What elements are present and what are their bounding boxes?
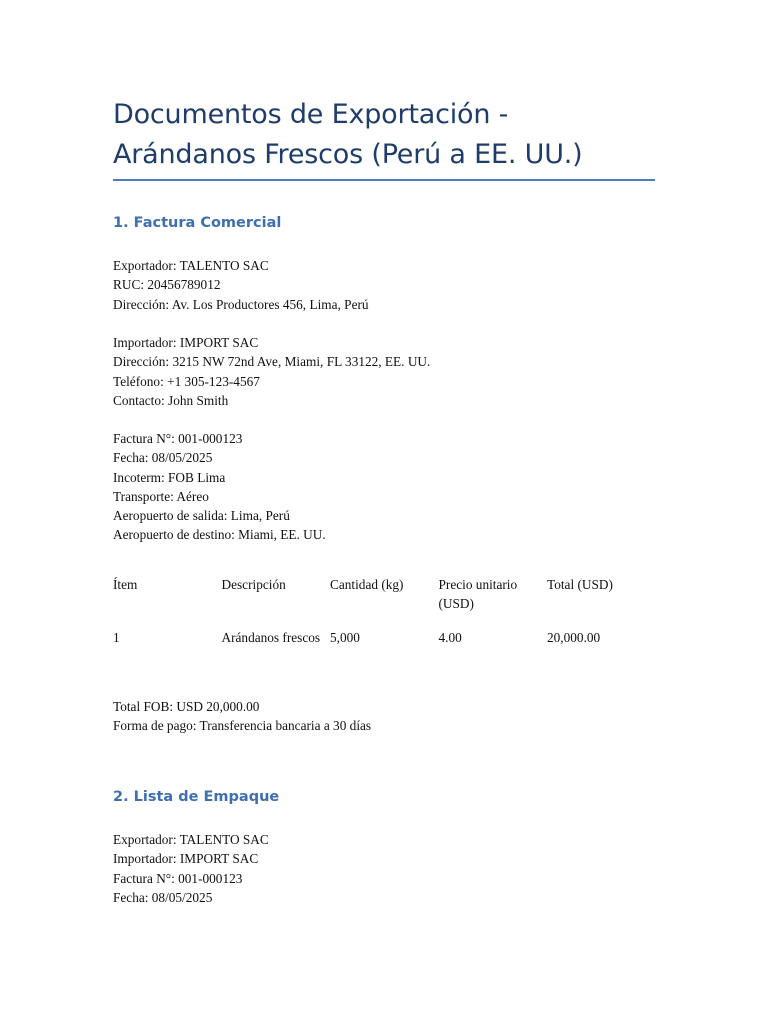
importer-address: Dirección: 3215 NW 72nd Ave, Miami, FL 33122, EE. UU.	[113, 354, 431, 370]
invoice-number: Factura N°: 001-000123	[113, 431, 243, 446]
table-row	[113, 628, 655, 647]
document-title-line-1: Documentos de Exportación -	[113, 99, 509, 130]
packing-date: Fecha: 08/05/2025	[113, 889, 213, 905]
invoice-departure-airport: Aeropuerto de salida: Lima, Perú	[113, 508, 290, 524]
table-cell-item: 1	[113, 629, 120, 645]
section-heading-packing-list: 2. Lista de Empaque	[113, 789, 280, 805]
invoice-destination-airport: Aeropuerto de destino: Miami, EE. UU.	[113, 527, 326, 543]
table-header-description: Descripción	[221, 577, 286, 592]
importer-block	[113, 333, 655, 410]
exporter-name: Exportador: TALENTO SAC	[113, 258, 269, 273]
table-header-quantity: Cantidad (kg)	[330, 577, 404, 592]
table-header-unit-price: Precio unitario (USD)	[438, 577, 518, 612]
table-cell-quantity: 5,000	[330, 629, 360, 645]
invoice-date: Fecha: 08/05/2025	[113, 450, 213, 466]
document-title-line-2: Arándanos Frescos (Perú a EE. UU.)	[113, 139, 583, 170]
importer-contact: Contacto: John Smith	[113, 392, 229, 408]
section-heading-commercial-invoice: 1. Factura Comercial	[113, 215, 282, 231]
table-header-row	[113, 575, 655, 628]
title-underline	[113, 179, 655, 181]
invoice-items-table	[113, 575, 655, 647]
table-header-total: Total (USD)	[547, 577, 613, 592]
document-title	[113, 95, 655, 175]
invoice-transport: Transporte: Aéreo	[113, 488, 209, 504]
table-header-item: Ítem	[113, 577, 138, 592]
table-cell-total: 20,000.00	[547, 629, 601, 645]
packing-invoice-number: Factura N°: 001-000123	[113, 870, 243, 886]
packing-exporter: Exportador: TALENTO SAC	[113, 832, 269, 847]
packing-list-block	[113, 830, 655, 907]
total-fob: Total FOB: USD 20,000.00	[113, 699, 260, 714]
exporter-ruc: RUC: 20456789012	[113, 277, 221, 293]
importer-phone: Teléfono: +1 305-123-4567	[113, 373, 260, 389]
invoice-incoterm: Incoterm: FOB Lima	[113, 469, 226, 485]
invoice-totals-block	[113, 697, 655, 736]
exporter-block	[113, 256, 655, 314]
table-cell-description: Arándanos frescos	[221, 629, 321, 645]
table-cell-unit-price: 4.00	[438, 629, 462, 645]
importer-name: Importador: IMPORT SAC	[113, 335, 259, 350]
packing-importer: Importador: IMPORT SAC	[113, 851, 259, 867]
payment-terms: Forma de pago: Transferencia bancaria a 30 días	[113, 718, 372, 734]
exporter-address: Dirección: Av. Los Productores 456, Lima, Perú	[113, 296, 369, 312]
invoice-info-block	[113, 429, 655, 545]
